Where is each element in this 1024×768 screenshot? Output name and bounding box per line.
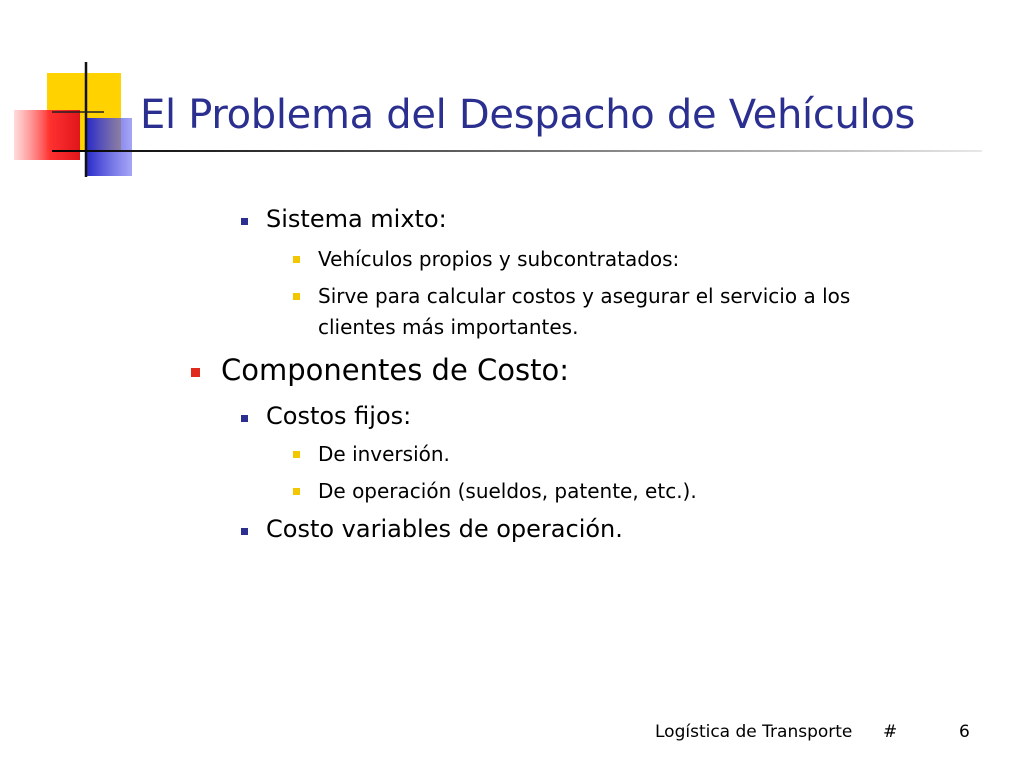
- bullet-text: Sistema mixto:: [266, 205, 447, 233]
- bullet-componentes-de-costo: [221, 353, 569, 387]
- bullet-de-operacion: [318, 476, 697, 507]
- square-bullet-icon: [241, 218, 248, 225]
- bullet-text-line-1: Sirve para calcular costos y asegurar el servicio a los: [318, 284, 851, 308]
- bullet-de-inversion: [318, 439, 450, 470]
- bullet-text: Componentes de Costo:: [221, 353, 569, 387]
- decorative-logo-icon: [0, 0, 150, 190]
- bullet-text: De inversión.: [318, 442, 450, 466]
- bullet-costo-variables: [266, 515, 623, 543]
- square-bullet-icon: [241, 415, 248, 422]
- footer-page-number: 6: [959, 722, 970, 742]
- bullet-text: Costo variables de operación.: [266, 515, 623, 543]
- square-bullet-icon: [241, 528, 248, 535]
- footer-hash: #: [883, 722, 898, 742]
- slide-title: El Problema del Despacho de Vehículos: [140, 92, 916, 138]
- bullet-vehiculos-propios: [318, 244, 679, 275]
- bullet-costos-fijos: [266, 402, 411, 430]
- bullet-sistema-mixto: [266, 205, 447, 233]
- red-square: [14, 110, 80, 160]
- bullet-sirve-para-calcular: [318, 281, 850, 343]
- bullet-text-line-2: clientes más importantes.: [318, 315, 579, 339]
- blue-square: [86, 118, 132, 176]
- square-bullet-icon: [293, 256, 300, 263]
- bullet-text: De operación (sueldos, patente, etc.).: [318, 479, 697, 503]
- square-bullet-icon: [293, 451, 300, 458]
- square-bullet-icon: [293, 293, 300, 300]
- square-bullet-icon: [191, 368, 200, 377]
- square-bullet-icon: [293, 488, 300, 495]
- bullet-text: Vehículos propios y subcontratados:: [318, 247, 680, 271]
- bullet-text: Costos fijos:: [266, 402, 412, 430]
- footer-course-name: Logística de Transporte: [655, 722, 853, 742]
- title-divider: [52, 150, 982, 152]
